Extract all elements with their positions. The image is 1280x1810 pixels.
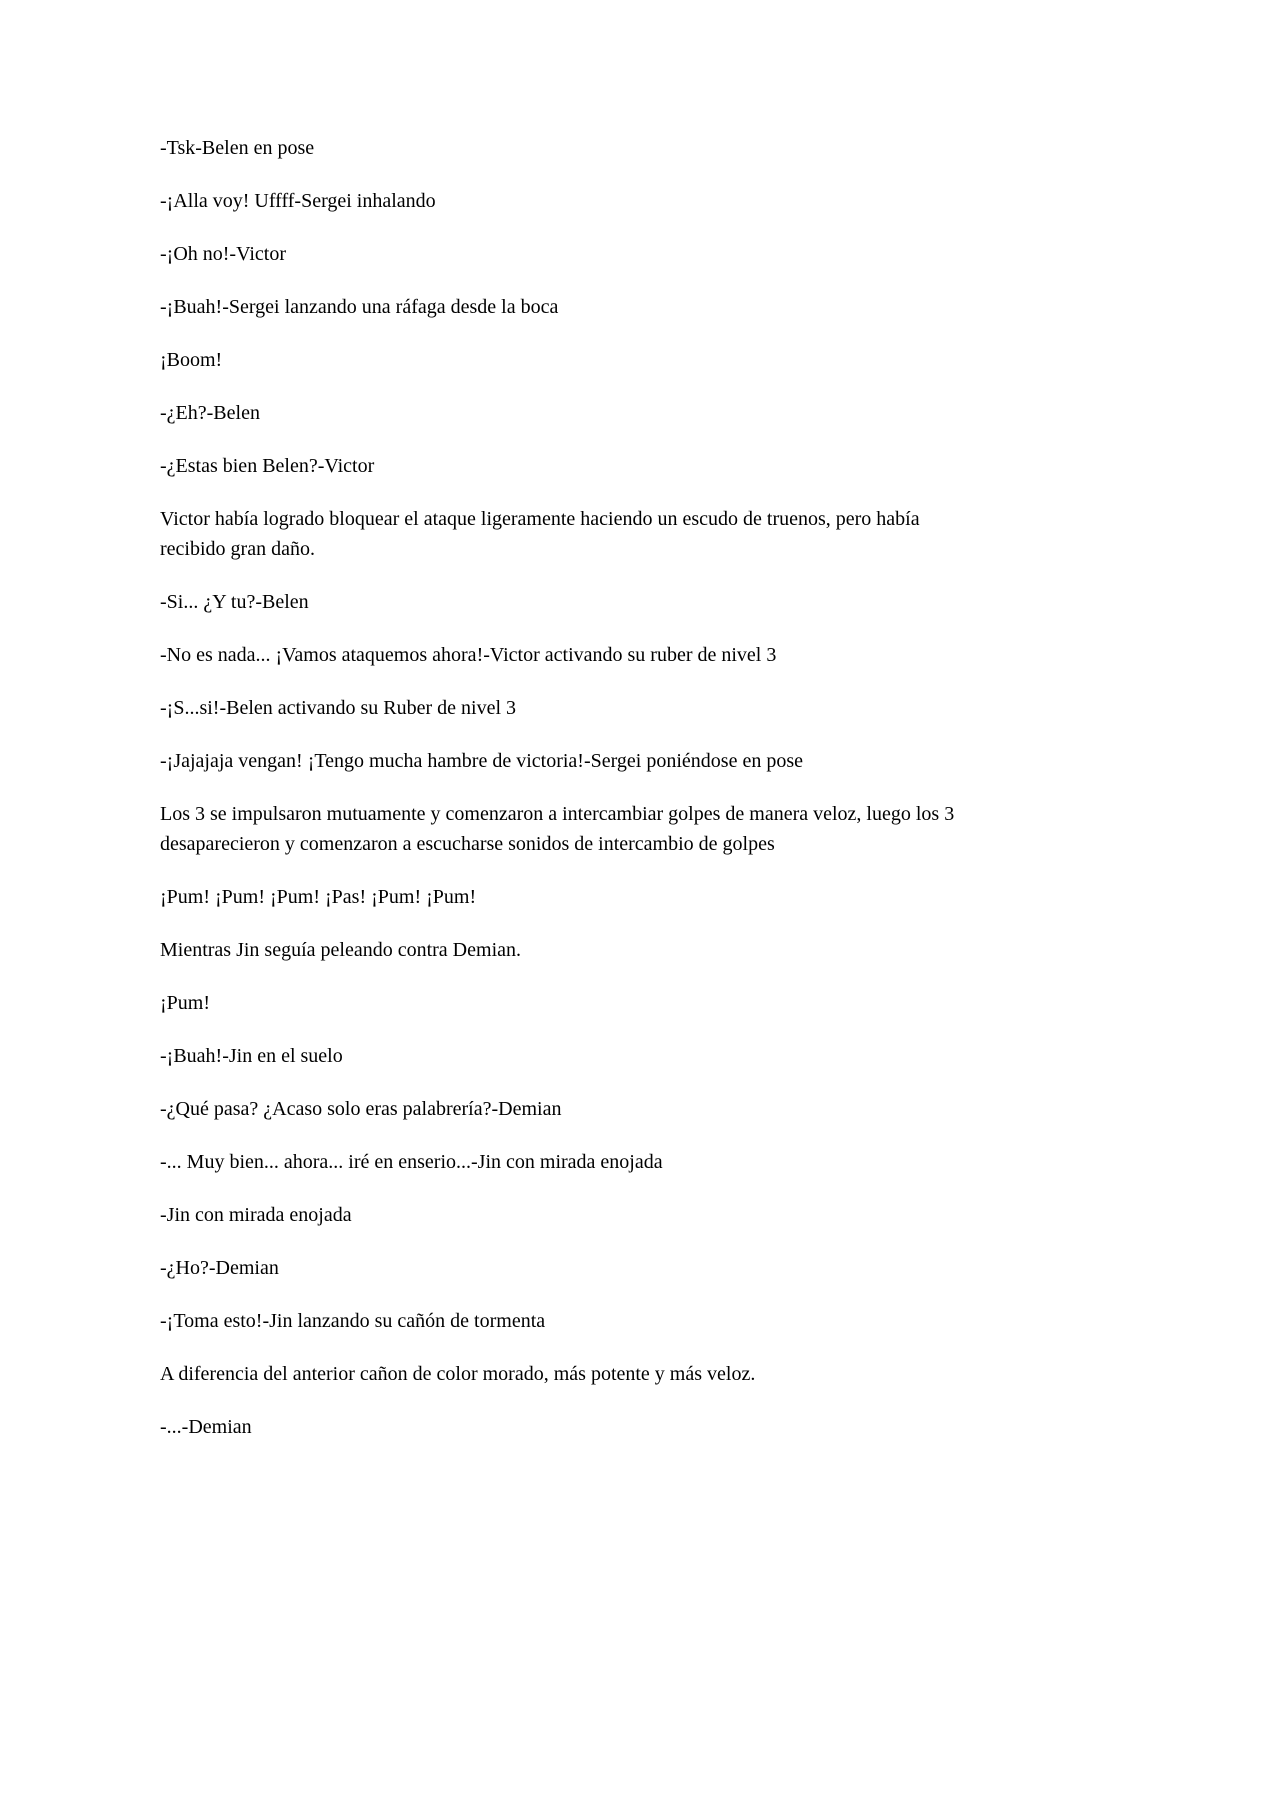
paragraph: -...-Demian — [160, 1416, 252, 1438]
paragraph: -... Muy bien... ahora... iré en enserio...-Jin con mirada enojada — [160, 1151, 663, 1173]
paragraph: -¡Alla voy! Uffff-Sergei inhalando — [160, 190, 436, 212]
paragraph: -¡Buah!-Jin en el suelo — [160, 1045, 343, 1067]
document-text-body — [160, 133, 960, 1465]
paragraph: Victor había logrado bloquear el ataque ligeramente haciendo un escudo de truenos, pero había recibido gran daño. — [160, 508, 925, 560]
paragraph: Los 3 se impulsaron mutuamente y comenzaron a intercambiar golpes de manera veloz, luego los 3 desaparecieron y comenzaron a escucharse sonidos de intercambio de golpes — [160, 803, 960, 855]
paragraph: -Si... ¿Y tu?-Belen — [160, 591, 309, 613]
paragraph: Mientras Jin seguía peleando contra Demian. — [160, 939, 521, 961]
paragraph: -¿Estas bien Belen?-Victor — [160, 455, 375, 477]
paragraph: ¡Pum! — [160, 992, 210, 1014]
paragraph: -¡Jajajaja vengan! ¡Tengo mucha hambre de victoria!-Sergei poniéndose en pose — [160, 750, 803, 772]
paragraph: -¡Buah!-Sergei lanzando una ráfaga desde la boca — [160, 296, 559, 318]
paragraph: -¡Toma esto!-Jin lanzando su cañón de tormenta — [160, 1310, 546, 1332]
paragraph: ¡Pum! ¡Pum! ¡Pum! ¡Pas! ¡Pum! ¡Pum! — [160, 886, 477, 908]
paragraph: A diferencia del anterior cañon de color morado, más potente y más veloz. — [160, 1363, 756, 1385]
paragraph: -No es nada... ¡Vamos ataquemos ahora!-Victor activando su ruber de nivel 3 — [160, 644, 777, 666]
paragraph: -¡S...si!-Belen activando su Ruber de nivel 3 — [160, 697, 517, 719]
paragraph: -¿Qué pasa? ¿Acaso solo eras palabrería?-Demian — [160, 1098, 562, 1120]
paragraph: -¡Oh no!-Victor — [160, 243, 286, 265]
paragraph: -Jin con mirada enojada — [160, 1204, 352, 1226]
paragraph: ¡Boom! — [160, 349, 223, 371]
paragraph: -¿Eh?-Belen — [160, 402, 260, 424]
paragraph: -¿Ho?-Demian — [160, 1257, 279, 1279]
paragraph: -Tsk-Belen en pose — [160, 137, 315, 159]
